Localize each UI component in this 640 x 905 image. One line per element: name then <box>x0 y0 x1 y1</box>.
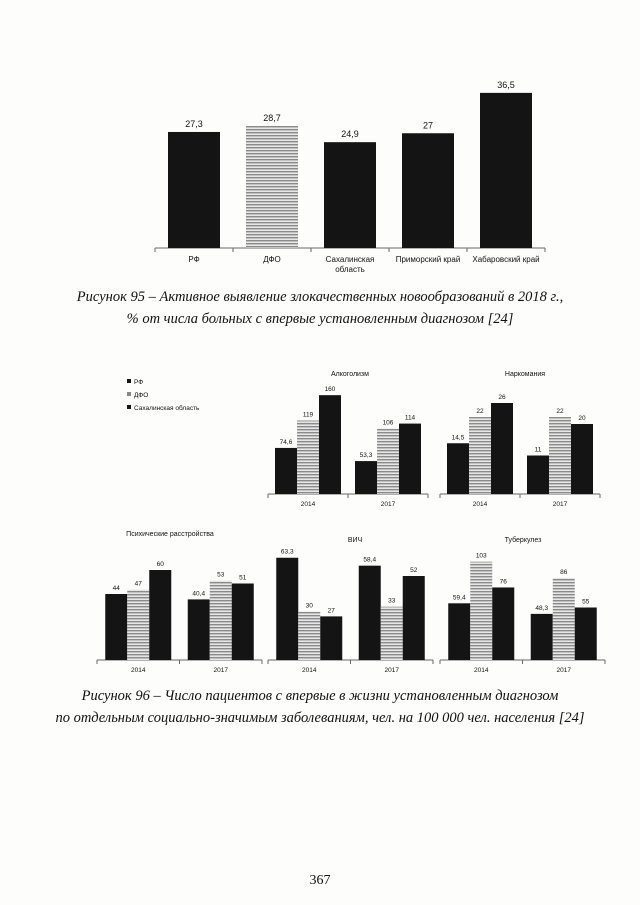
data-label: 76 <box>499 578 507 586</box>
legend-swatch <box>127 405 131 409</box>
data-label: 47 <box>134 580 142 588</box>
legend-swatch <box>127 379 131 383</box>
data-label: 53,3 <box>359 452 373 460</box>
bar <box>298 612 320 660</box>
panel <box>97 530 262 674</box>
bar <box>149 570 171 660</box>
data-label: 60 <box>156 561 164 568</box>
data-label: 48,3 <box>535 604 549 612</box>
bar <box>575 608 597 661</box>
bar <box>276 558 298 660</box>
x-tick-label: 2017 <box>556 667 571 674</box>
figure96-caption-line1: Рисунок 96 – Число пациентов с впервые в жизни установленным диагнозом <box>81 688 559 704</box>
x-tick-label: Хабаровский край <box>472 255 540 264</box>
x-tick-label: Сахалинская <box>325 255 375 264</box>
bar <box>553 578 575 660</box>
bar <box>399 424 421 494</box>
data-label: 36,5 <box>497 79 515 90</box>
panel-title: Алкоголизм <box>331 371 369 378</box>
figure95-caption-line2: % от числа больных с впервые установленным диагнозом [24] <box>126 311 514 327</box>
data-label: 106 <box>382 419 394 427</box>
bar <box>377 429 399 494</box>
data-label: 103 <box>475 552 487 560</box>
panel <box>268 371 428 508</box>
bar <box>469 417 491 494</box>
bar <box>232 584 254 661</box>
x-tick-label: РФ <box>188 255 200 264</box>
data-label: 52 <box>410 567 418 574</box>
panel-title: Туберкулез <box>504 537 542 544</box>
bar <box>470 562 492 660</box>
x-tick-label: 2014 <box>474 667 489 674</box>
data-label: 26 <box>498 394 506 401</box>
data-label: 22 <box>476 408 484 415</box>
data-label: 86 <box>560 568 568 576</box>
x-tick-label: 2017 <box>213 667 228 674</box>
x-tick-label: 2014 <box>131 667 146 674</box>
bar <box>492 587 514 660</box>
legend-label: ДФО <box>134 392 149 399</box>
bar <box>480 93 532 248</box>
bar <box>402 133 454 248</box>
panel-title: ВИЧ <box>347 537 363 544</box>
data-label: 119 <box>302 411 314 419</box>
bar <box>531 614 553 660</box>
x-tick-label: 2017 <box>380 501 396 508</box>
page-number: 367 <box>309 873 331 888</box>
bar <box>447 443 469 494</box>
chart-social-diseases <box>0 360 640 680</box>
bar <box>127 590 149 661</box>
bar <box>246 126 298 248</box>
bar <box>320 616 342 660</box>
data-label: 27,3 <box>185 118 203 129</box>
x-tick-label: ДФО <box>263 255 281 264</box>
panel <box>440 371 600 508</box>
bar <box>491 403 513 494</box>
data-label: 20 <box>578 415 586 422</box>
bar <box>448 603 470 660</box>
bar <box>571 424 593 494</box>
data-label: 160 <box>324 386 336 394</box>
bar <box>527 456 549 495</box>
bar <box>324 142 376 248</box>
data-label: 44 <box>112 585 120 592</box>
data-label: 114 <box>404 414 416 422</box>
bar <box>319 395 341 494</box>
data-label: 27 <box>327 607 335 615</box>
bar <box>297 421 319 495</box>
data-label: 14,5 <box>451 434 465 442</box>
bar <box>105 594 127 660</box>
data-label: 58,4 <box>363 556 377 564</box>
bar <box>381 607 403 660</box>
bar <box>168 132 220 248</box>
data-label: 11 <box>534 446 542 454</box>
bar <box>210 581 232 661</box>
x-tick-label: 2014 <box>302 667 317 674</box>
data-label: 33 <box>388 597 396 605</box>
data-label: 63,3 <box>280 548 294 556</box>
panel <box>268 537 433 674</box>
x-tick-label: 2017 <box>552 501 568 508</box>
bar <box>403 576 425 660</box>
data-label: 53 <box>217 571 225 579</box>
x-tick-label: 2017 <box>384 667 399 674</box>
x-tick-label: 2014 <box>472 501 488 508</box>
bar <box>275 448 297 494</box>
data-label: 51 <box>239 574 247 582</box>
panel-title: Наркомания <box>504 371 546 378</box>
panel-title: Психические расстройства <box>126 531 214 538</box>
data-label: 24,9 <box>341 129 359 140</box>
x-tick-label: Приморский край <box>395 255 461 264</box>
data-label: 59,4 <box>452 594 466 602</box>
data-label: 22 <box>556 408 564 415</box>
legend-label: Сахалинская область <box>134 405 200 412</box>
data-label: 74,6 <box>279 438 293 446</box>
data-label: 30 <box>305 602 313 610</box>
bar <box>355 461 377 494</box>
data-label: 27 <box>422 120 434 131</box>
x-tick-label: область <box>335 265 365 274</box>
data-label: 55 <box>582 598 590 606</box>
legend-label: РФ <box>134 379 144 386</box>
data-label: 40,4 <box>192 590 206 598</box>
bar <box>359 566 381 660</box>
figure95-caption-line1: Рисунок 95 – Активное выявление злокачественных новообразований в 2018 г., <box>76 289 564 305</box>
legend-swatch <box>127 392 131 396</box>
x-tick-label: 2014 <box>300 501 316 508</box>
panel <box>440 536 605 674</box>
bar <box>549 417 571 494</box>
data-label: 28,7 <box>263 113 281 124</box>
figure96-caption-line2: по отдельным социально-значимым заболеваниям, чел. на 100 000 чел. населения [24] <box>55 710 585 726</box>
bar <box>188 599 210 660</box>
